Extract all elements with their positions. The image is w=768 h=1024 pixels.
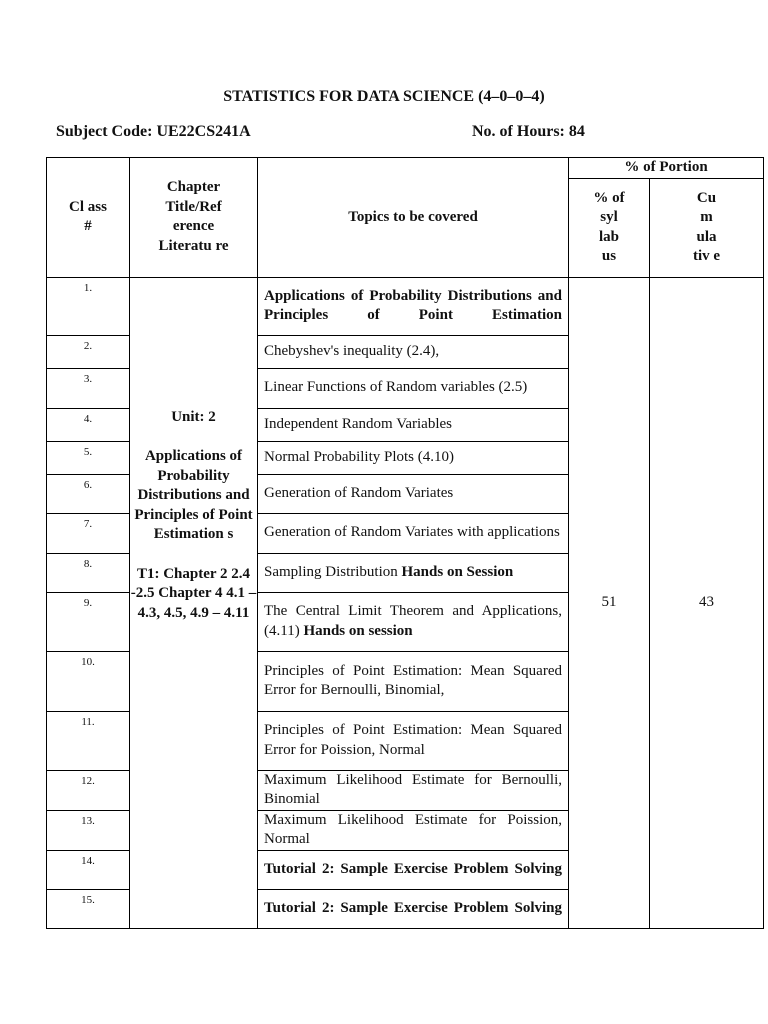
topic-cell: Applications of Probability Distributions and Principles of Point Estimation (258, 277, 569, 335)
topic-cell: Generation of Random Variates with applications (258, 513, 569, 553)
unit-cell (130, 277, 258, 928)
row-number: 11. (47, 711, 130, 770)
cumulative-value: 43 (650, 277, 764, 928)
row-number: 7. (47, 513, 130, 553)
row-number: 5. (47, 441, 130, 474)
header-chapter: Chapter Title/Ref erence Literatu re (130, 158, 258, 278)
row-number: 6. (47, 474, 130, 513)
syllabus-table (46, 157, 764, 929)
row-number: 1. (47, 277, 130, 335)
row-number: 15. (47, 889, 130, 928)
topic-cell: Tutorial 2: Sample Exercise Problem Solving (258, 889, 569, 928)
table-row (47, 277, 764, 335)
topic-cell: Sampling Distribution Hands on Session (258, 553, 569, 592)
pct-syllabus-value: 51 (569, 277, 650, 928)
topic-cell: Chebyshev's inequality (2.4), (258, 335, 569, 368)
unit-title: Unit: 2 (171, 408, 216, 425)
row-number: 13. (47, 810, 130, 850)
header-portion: % of Portion (569, 158, 764, 179)
header-topics: Topics to be covered (258, 158, 569, 278)
topic-cell: Maximum Likelihood Estimate for Bernoulli, Binomial (258, 770, 569, 810)
row-number: 14. (47, 850, 130, 889)
number-of-hours: No. of Hours: 84 (472, 123, 585, 140)
row-number: 10. (47, 651, 130, 711)
topic-cell: Normal Probability Plots (4.10) (258, 441, 569, 474)
topic-cell: Tutorial 2: Sample Exercise Problem Solving (258, 850, 569, 889)
topic-cell: The Central Limit Theorem and Applications, (4.11) Hands on session (258, 592, 569, 651)
topic-cell: Independent Random Variables (258, 408, 569, 441)
row-number: 3. (47, 368, 130, 408)
topic-cell: Linear Functions of Random variables (2.5) (258, 368, 569, 408)
row-number: 9. (47, 592, 130, 651)
topic-cell: Generation of Random Variates (258, 474, 569, 513)
header-pct-syllabus: % of syl lab us (569, 178, 650, 277)
row-number: 12. (47, 770, 130, 810)
topic-cell: Maximum Likelihood Estimate for Poission, Normal (258, 810, 569, 850)
topic-cell: Principles of Point Estimation: Mean Squared Error for Poission, Normal (258, 711, 569, 770)
header-cumulative: Cu m ula tiv e (650, 178, 764, 277)
subject-code: Subject Code: UE22CS241A (56, 123, 251, 140)
row-number: 8. (47, 553, 130, 592)
header-class-no: Cl ass # (47, 158, 130, 278)
row-number: 2. (47, 335, 130, 368)
topic-cell: Principles of Point Estimation: Mean Squared Error for Bernoulli, Binomial, (258, 651, 569, 711)
document-title: STATISTICS FOR DATA SCIENCE (4–0–0–4) (223, 88, 545, 105)
unit-reference: T1: Chapter 2 2.4 -2.5 Chapter 4 4.1 – 4.3, 4.5, 4.9 – 4.11 (130, 565, 257, 621)
unit-name: Applications of Probability Distributions and Principles of Point Estimation s (134, 448, 253, 542)
row-number: 4. (47, 408, 130, 441)
